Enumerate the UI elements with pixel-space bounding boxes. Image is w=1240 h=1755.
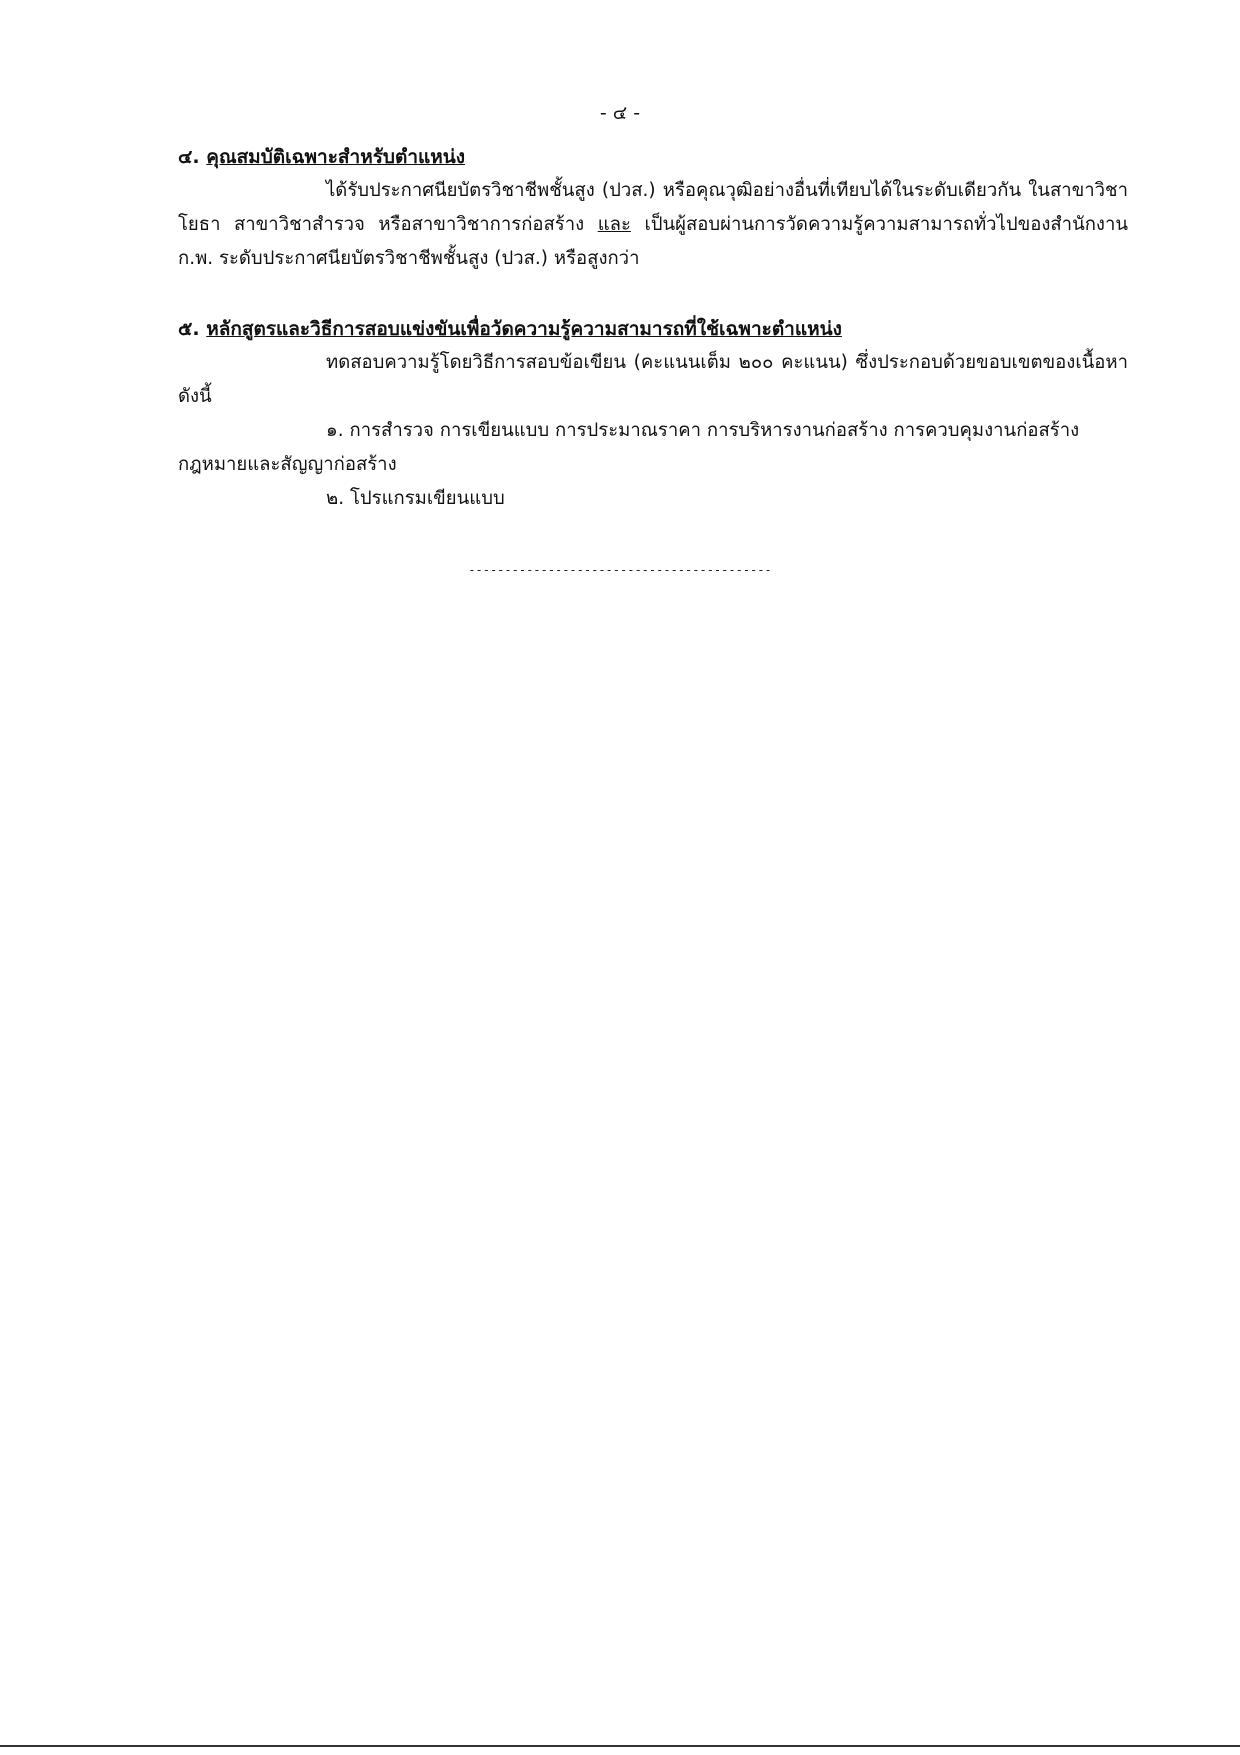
section-heading	[178, 312, 1128, 346]
exam-intro-paragraph: ทดสอบความรู้โดยวิธีการสอบข้อเขียน (คะแนนเต็ม ๒๐๐ คะแนน) ซึ่งประกอบด้วยขอบเขตของเนื้อหา ดังนี้	[178, 352, 1128, 407]
list-item: ๒. โปรแกรมเขียนแบบ	[326, 488, 505, 509]
section-number: ๕.	[178, 318, 200, 340]
underlined-conjunction: และ	[597, 214, 631, 235]
qualifications-paragraph	[178, 174, 1128, 276]
paragraph-text: ได้รับประกาศนียบัตรวิชาชีพชั้นสูง (ปวส.) หรือคุณวุฒิอย่างอื่นที่เทียบได้ในระดับเดียวกัน ในสาขาวิชาโยธา สาขาวิชาสำรวจ หรือสาขาวิชาการก่อสร้าง	[178, 180, 1128, 235]
paragraph-text-continued: เป็นผู้สอบผ่านการวัดความรู้ความสามารถทั่วไปของสำนักงาน ก.พ. ระดับประกาศนียบัตรวิชาชีพชั้นสูง (ปวส.) หรือสูงกว่า	[178, 214, 1128, 269]
page-bottom-border	[0, 1745, 1240, 1747]
section-title: หลักสูตรและวิธีการสอบแข่งขันเพื่อวัดความรู้ความสามารถที่ใช้เฉพาะตำแหน่ง	[206, 318, 842, 340]
end-of-page-rule: ------------------------------------------	[468, 563, 772, 577]
section-number: ๔.	[178, 146, 200, 168]
section-exam-curriculum	[178, 312, 1128, 516]
list-item: ๑. การสำรวจ การเขียนแบบ การประมาณราคา การบริหารงานก่อสร้าง การควบคุมงานก่อสร้าง กฎหมายและสัญญาก่อสร้าง	[178, 420, 1080, 475]
section-qualifications	[178, 140, 1128, 276]
section-title: คุณสมบัติเฉพาะสำหรับตำแหน่ง	[206, 146, 466, 168]
section-heading	[178, 140, 1128, 174]
page-number: - ๔ -	[599, 102, 641, 124]
